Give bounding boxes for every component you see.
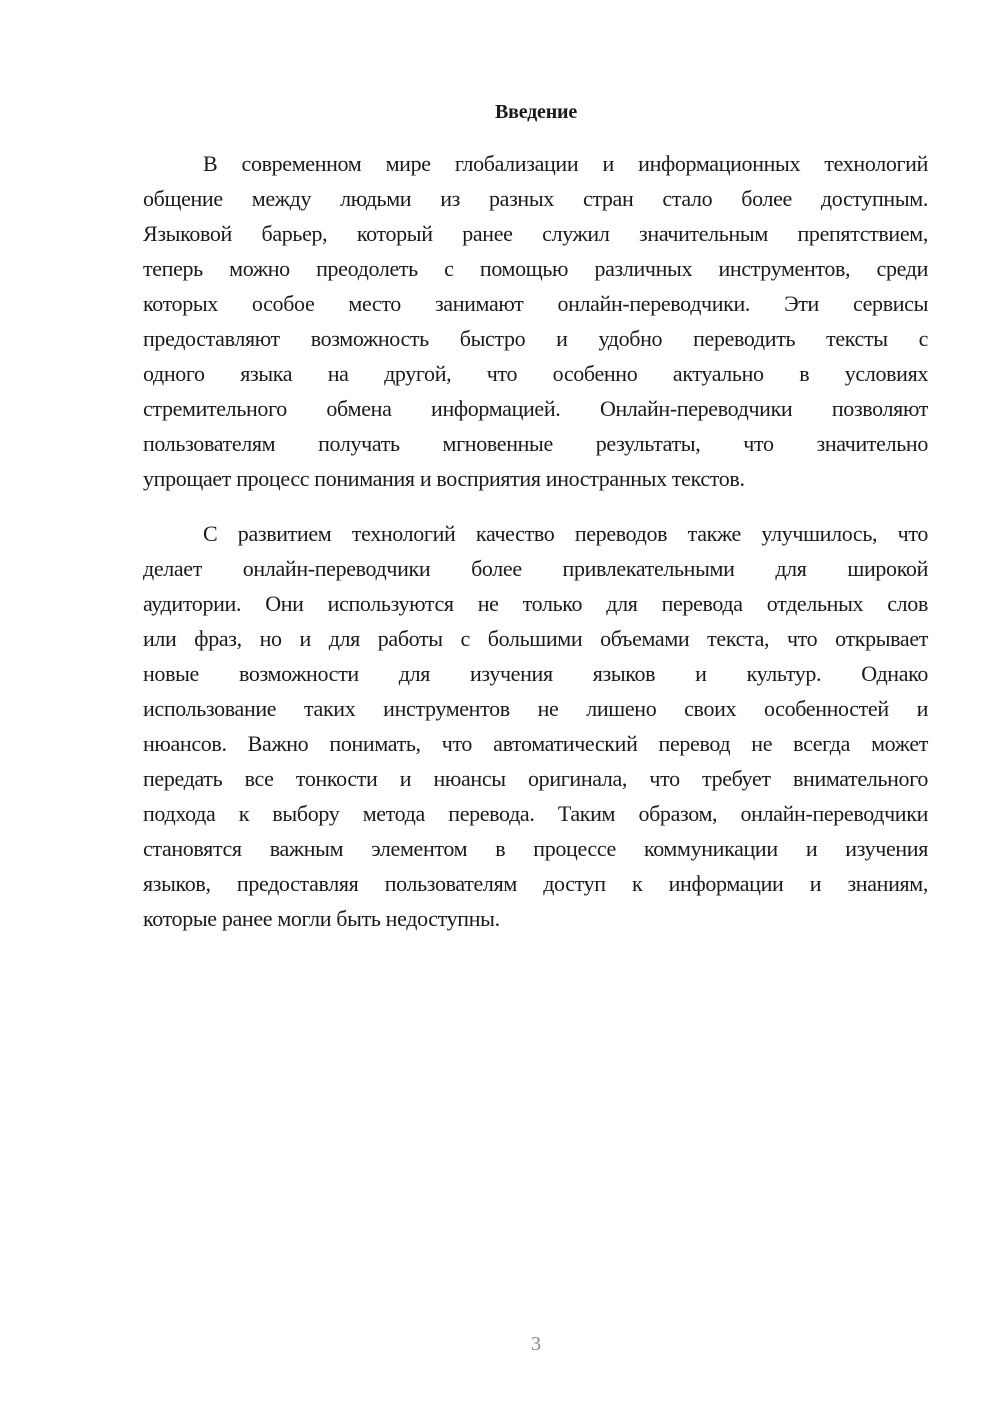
text-line: В современном мире глобализации и информационных технологий bbox=[203, 151, 928, 176]
text-line: предоставляют возможность быстро и удобно переводить тексты с bbox=[143, 326, 928, 351]
text-line: новые возможности для изучения языков и культур. Однако bbox=[143, 661, 928, 686]
text-line: передать все тонкости и нюансы оригинала, что требует внимательного bbox=[143, 766, 928, 791]
text-line: стремительного обмена информацией. Онлайн-переводчики позволяют bbox=[143, 396, 928, 421]
text-line: одного языка на другой, что особенно актуально в условиях bbox=[143, 361, 928, 386]
text-line: упрощает процесс понимания и восприятия иностранных текстов. bbox=[143, 466, 745, 491]
text-line: общение между людьми из разных стран стало более доступным. bbox=[143, 186, 928, 211]
text-line: которых особое место занимают онлайн-переводчики. Эти сервисы bbox=[143, 291, 928, 316]
text-line: теперь можно преодолеть с помощью различных инструментов, среди bbox=[143, 256, 928, 281]
text-line: подхода к выбору метода перевода. Таким образом, онлайн-переводчики bbox=[143, 801, 928, 826]
text-line: Языковой барьер, который ранее служил значительным препятствием, bbox=[143, 221, 928, 246]
paragraph-2 bbox=[143, 516, 928, 936]
text-line: делает онлайн-переводчики более привлекательными для широкой bbox=[143, 556, 928, 581]
text-line: аудитории. Они используются не только для перевода отдельных слов bbox=[143, 591, 928, 616]
text-line: использование таких инструментов не лишено своих особенностей и bbox=[143, 696, 928, 721]
text-line: С развитием технологий качество переводов также улучшилось, что bbox=[203, 521, 928, 546]
text-line: пользователям получать мгновенные результаты, что значительно bbox=[143, 431, 928, 456]
text-line: или фраз, но и для работы с большими объемами текста, что открывает bbox=[143, 626, 928, 651]
text-line: языков, предоставляя пользователям доступ к информации и знаниям, bbox=[143, 871, 928, 896]
text-line: которые ранее могли быть недоступны. bbox=[143, 906, 500, 931]
paragraph-1 bbox=[143, 146, 928, 496]
text-line: нюансов. Важно понимать, что автоматический перевод не всегда может bbox=[143, 731, 928, 756]
section-title: Введение bbox=[494, 101, 578, 123]
text-line: становятся важным элементом в процессе коммуникации и изучения bbox=[143, 836, 928, 861]
page-number: 3 bbox=[531, 1333, 541, 1355]
